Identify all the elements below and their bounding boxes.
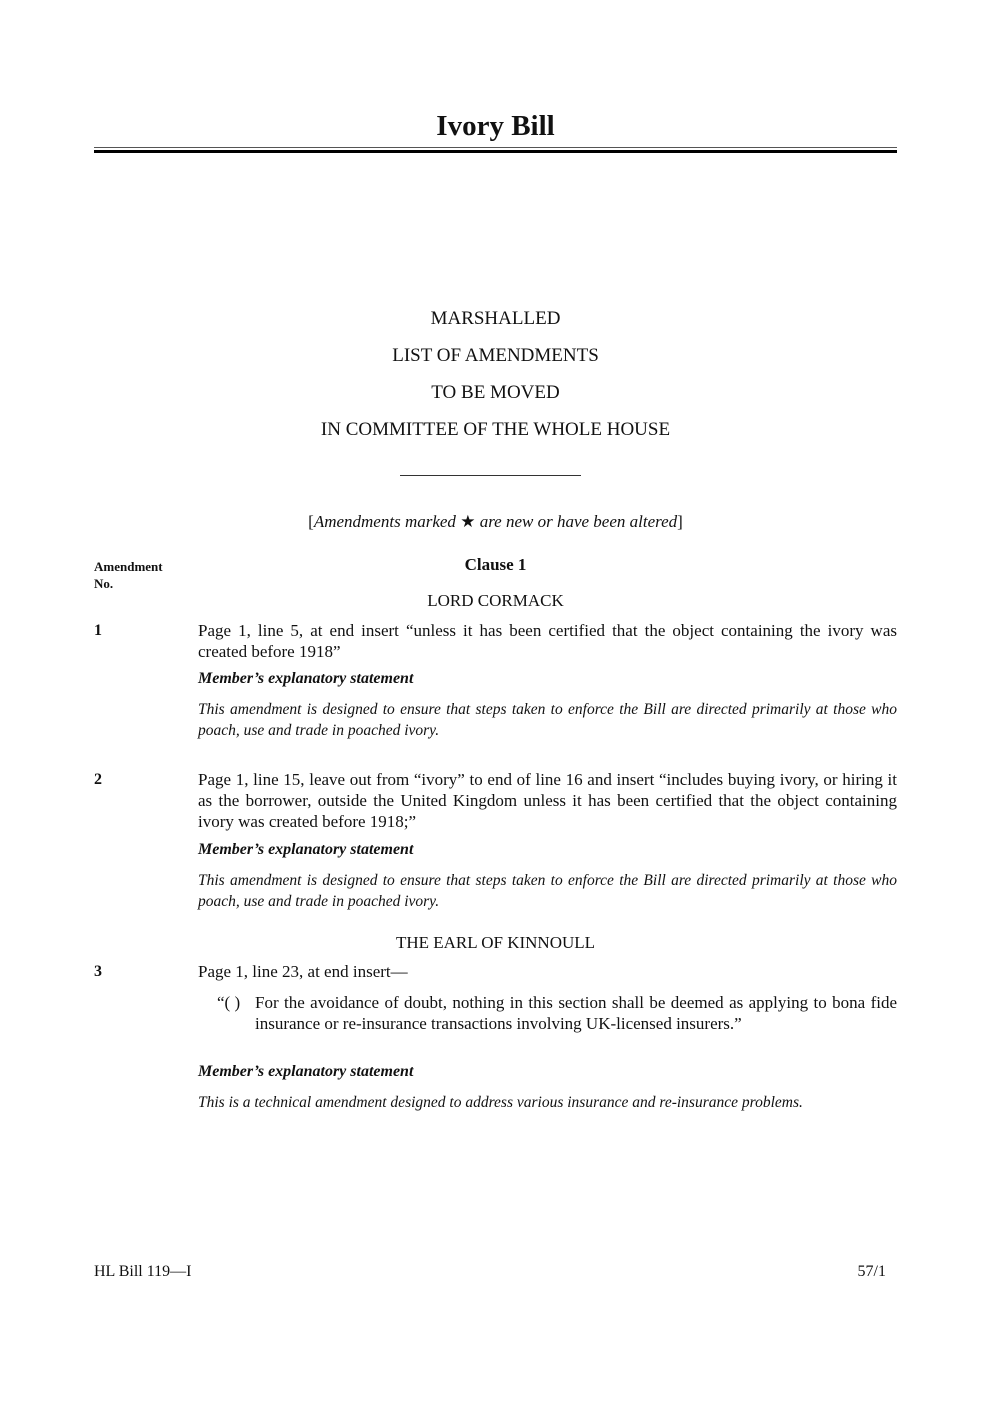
note-text: are new or have been altered <box>475 512 678 531</box>
amendment-text: Page 1, line 5, at end insert “unless it has been certified that the object containing the ivory was created before 1918” <box>198 621 897 661</box>
amendment-number: 2 <box>94 771 102 788</box>
explanatory-statement: This amendment is designed to ensure that steps taken to enforce the Bill are directed primarily at those who poach, use and trade in poached ivory. <box>198 701 897 739</box>
statement-label: Member’s explanatory statement <box>198 670 414 687</box>
quote-body: For the avoidance of doubt, nothing in this section shall be deemed as applying to bona fide insurance or re-insurance transactions involving UK-licensed insurers.” <box>255 993 897 1033</box>
note-bracket: [ <box>308 512 314 531</box>
heading-line: MARSHALLED <box>430 308 561 329</box>
divider <box>400 475 581 476</box>
column-header-line: No. <box>94 576 114 591</box>
clause-heading: Clause 1 <box>464 555 527 574</box>
amendment-number: 3 <box>94 963 102 980</box>
list-heading <box>94 300 897 448</box>
title-rule-thick <box>94 150 897 153</box>
note-bracket: ] <box>677 512 683 531</box>
statement-label: Member’s explanatory statement <box>198 841 414 858</box>
footer-page-reference: 57/1 <box>857 1263 886 1280</box>
inserted-text <box>217 992 897 1034</box>
mover-name: THE EARL OF KINNOULL <box>395 933 596 952</box>
amendment-number: 1 <box>94 622 102 639</box>
column-header-line: Amendment <box>94 559 163 574</box>
star-icon: ★ <box>460 512 476 531</box>
title-rule-thin <box>94 147 897 148</box>
heading-line: IN COMMITTEE OF THE WHOLE HOUSE <box>320 419 671 440</box>
statement-label: Member’s explanatory statement <box>198 1063 414 1080</box>
explanatory-statement: This is a technical amendment designed to address various insurance and re-insurance problems. <box>198 1094 803 1111</box>
note-text: Amendments marked <box>313 512 461 531</box>
heading-line: TO BE MOVED <box>431 382 560 403</box>
footer-bill-reference: HL Bill 119—I <box>94 1263 192 1280</box>
explanatory-statement: This amendment is designed to ensure that steps taken to enforce the Bill are directed primarily at those who poach, use and trade in poached ivory. <box>198 872 897 910</box>
amendment-text: Page 1, line 23, at end insert— <box>198 962 408 981</box>
bill-title: Ivory Bill <box>436 110 555 142</box>
mover-name: LORD CORMACK <box>427 591 564 610</box>
quote-marker: “( ) <box>217 993 241 1012</box>
amendments-note <box>94 512 897 532</box>
amendment-text: Page 1, line 15, leave out from “ivory” to end of line 16 and insert “includes buying ivory, or hiring it as the borrower, outside the United Kingdom unless it has been certified that the object containing ivory was created before 1918;” <box>198 770 897 831</box>
heading-line: LIST OF AMENDMENTS <box>392 345 599 366</box>
